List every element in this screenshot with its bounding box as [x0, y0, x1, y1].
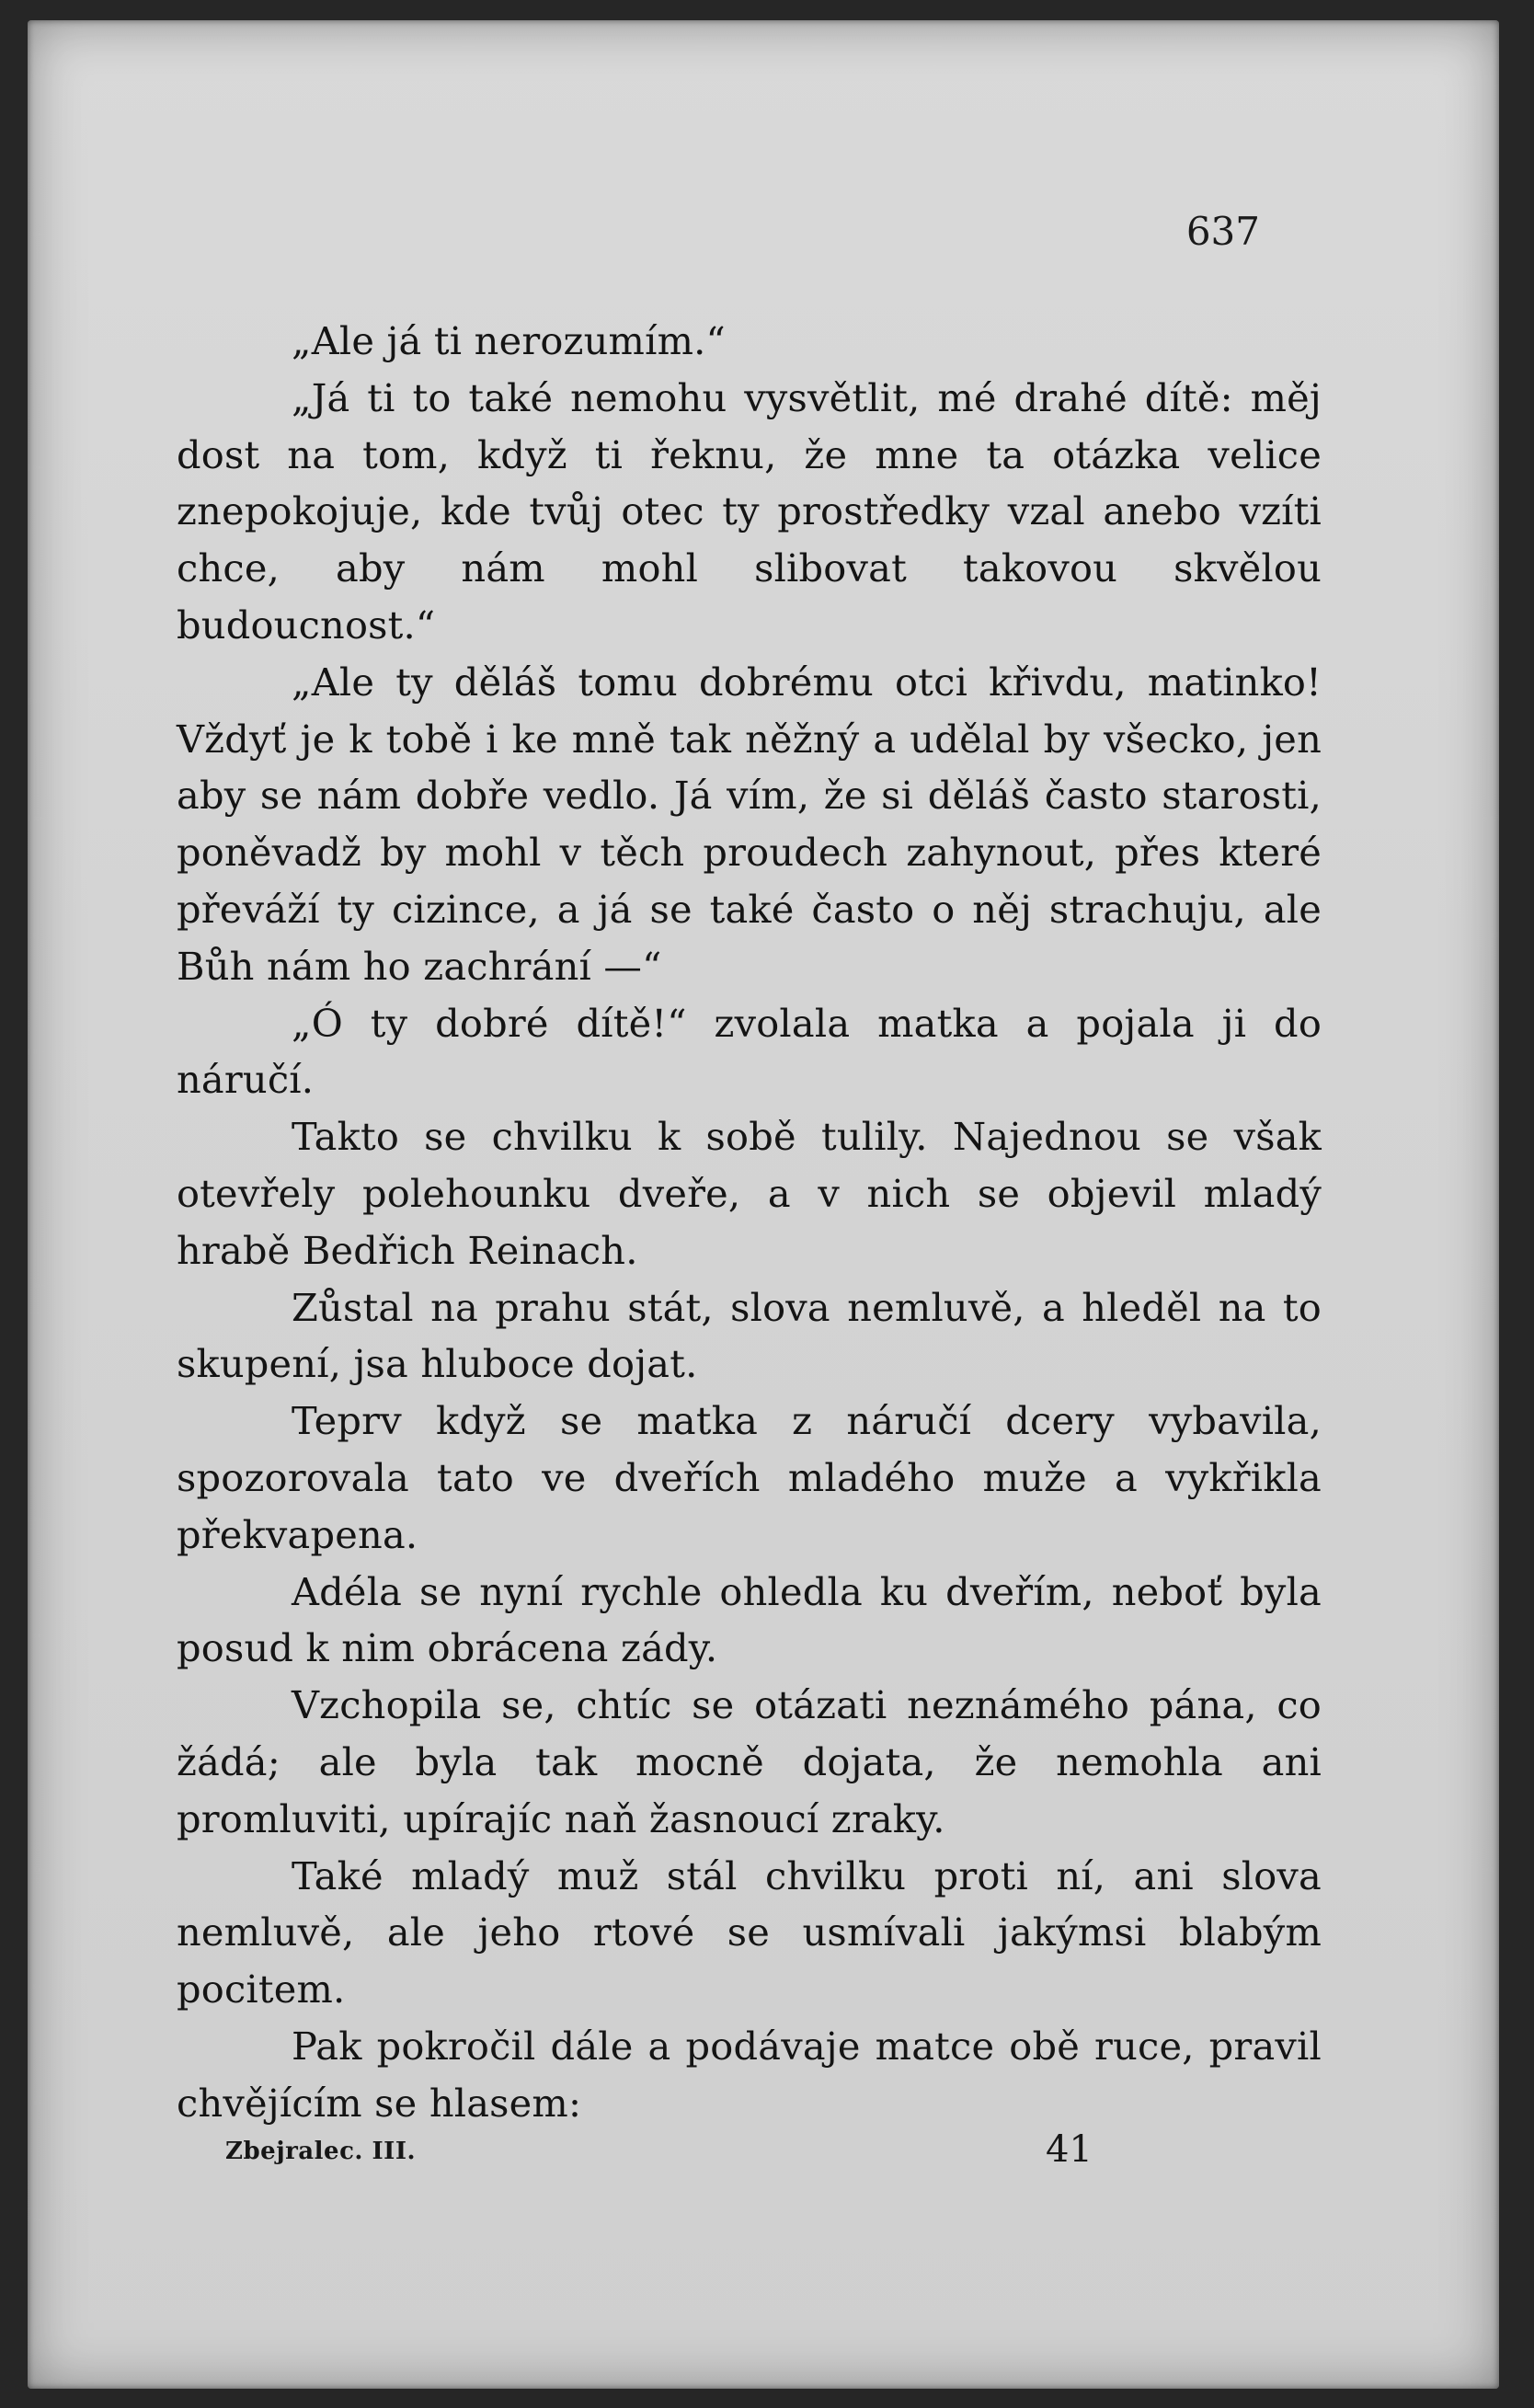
paragraph: Teprv když se matka z náručí dcery vybavila, spozorovala tato ve dveřích mladého muže a vykřikla překvapena.	[177, 1398, 1322, 1557]
paragraph: Také mladý muž stál chvilku proti ní, ani slova nemluvě, ale jeho rtové se usmívali jakýmsi blabým pocitem.	[177, 1852, 1322, 2012]
page-number: 637	[1185, 209, 1260, 254]
paragraph: Adéla se nyní rychle ohledla ku dveřím, neboť byla posud k nim obrácena zády.	[177, 1568, 1322, 1671]
paragraph: „Ale já ti nerozumím.“	[292, 318, 726, 363]
paragraph: „Já ti to také nemohu vysvětlit, mé drahé dítě: měj dost na tom, když ti řeknu, že mne ta otázka velice znepokojuje, kde tvůj otec ty prostředky vzal anebo vzíti chce, aby nám mohl slibovat takovou skvělou budoucnost.“	[177, 374, 1322, 648]
paragraph: Zůstal na prahu stát, slova nemluvě, a hleděl na to skupení, jsa hluboce dojat.	[177, 1284, 1322, 1387]
paragraph: Vzchopila se, chtíc se otázati neznámého pána, co žádá; ale byla tak mocně dojata, že nemohla ani promluviti, upírajíc naň žasnoucí zraky.	[177, 1682, 1322, 1841]
sheet-number: 41	[1046, 2128, 1093, 2171]
body-text	[177, 313, 1322, 2132]
paragraph: Takto se chvilku k sobě tulily. Najednou se však otevřely polehounku dveře, a v nich se objevil mladý hrabě Bedřich Reinach.	[177, 1114, 1322, 1273]
paragraph: „Ó ty dobré dítě!“ zvolala matka a pojala ji do náručí.	[177, 1000, 1322, 1103]
book-page	[28, 20, 1499, 2389]
paragraph: Pak pokročil dále a podávaje matce obě ruce, pravil chvějícím se hlasem:	[177, 2023, 1322, 2126]
paragraph: „Ale ty děláš tomu dobrému otci křivdu, matinko! Vždyť je k tobě i ke mně tak něžný a udělal by všecko, jen aby se nám dobře vedlo. Já vím, že si děláš často starosti, poněvadž by mohl v těch proudech zahynout, přes které převáží ty cizince, a já se také často o něj strachuju, ale Bůh nám ho zachrání —“	[177, 659, 1322, 989]
page-footer	[225, 2128, 1329, 2184]
signature-mark: Zbejralec. III.	[225, 2138, 417, 2165]
